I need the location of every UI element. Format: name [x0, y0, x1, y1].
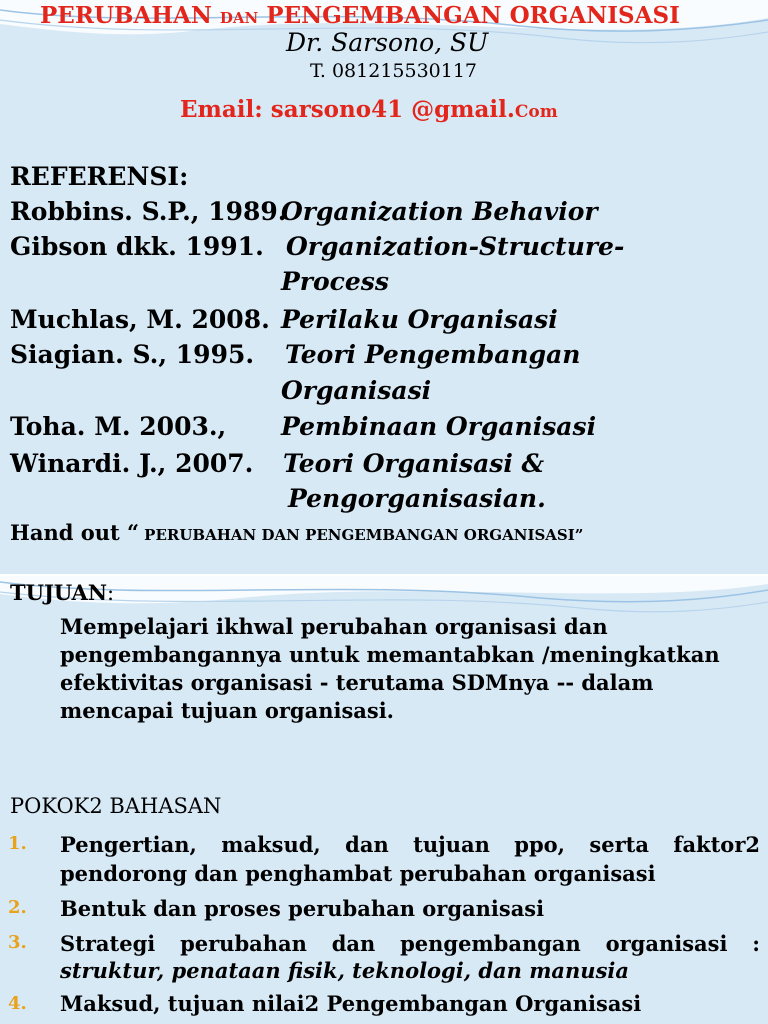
references-heading: REFERENSI: — [10, 162, 189, 191]
goal-line: Mempelajari ikhwal perubahan organisasi dan — [60, 614, 608, 639]
email-label: Email: — [180, 96, 263, 123]
phone-number: T. 081215530117 — [310, 60, 478, 82]
reference-author: Robbins. S.P., 1989. — [10, 197, 287, 226]
reference-title: Organization-Structure- — [286, 232, 625, 261]
topic-number: 2. — [8, 897, 27, 918]
topic-line: Pengertian, maksud, dan tujuan ppo, serta faktor2 — [60, 832, 760, 857]
topic-number: 4. — [8, 993, 27, 1014]
goal-heading-text: TUJUAN — [10, 580, 108, 605]
handout-prefix: Hand out “ — [10, 520, 140, 545]
title-part-1: PERUBAHAN — [40, 2, 212, 29]
email-line — [180, 96, 558, 123]
title-part-2: DAN — [219, 9, 259, 27]
topic-line: Strategi perubahan dan pengembangan organisasi : — [60, 931, 760, 956]
goal-line: efektivitas organisasi - terutama SDMnya -- dalam — [60, 670, 654, 695]
reference-title-cont: Process — [281, 267, 389, 296]
author-name: Dr. Sarsono, SU — [286, 28, 489, 57]
reference-title: Pembinaan Organisasi — [281, 412, 597, 441]
reference-author: Winardi. J., 2007. — [10, 449, 254, 478]
topic-line: struktur, penataan fisik, teknologi, dan manusia — [60, 958, 629, 983]
topic-line: pendorong dan penghambat perubahan organisasi — [60, 861, 656, 886]
topic-line: Maksud, tujuan nilai2 Pengembangan Organisasi — [60, 991, 642, 1016]
goal-heading — [10, 580, 114, 605]
title-part-3: PENGEMBANGAN ORGANISASI — [266, 2, 680, 29]
goal-heading-colon: : — [107, 581, 115, 605]
slide-2 — [0, 576, 768, 1024]
topic-number: 1. — [8, 833, 27, 854]
handout-title: PERUBAHAN DAN PENGEMBANGAN ORGANISASI” — [144, 526, 584, 544]
handout-line — [10, 520, 583, 545]
topics-heading: POKOK2 BAHASAN — [10, 794, 222, 818]
reference-title: Teori Organisasi & — [283, 449, 545, 478]
reference-author: Siagian. S., 1995. — [10, 340, 255, 369]
goal-line: pengembangannya untuk memantabkan /meningkatkan — [60, 642, 720, 667]
reference-author: Toha. M. 2003., — [10, 412, 227, 441]
email-suffix: Com — [514, 102, 558, 122]
topic-line: Bentuk dan proses perubahan organisasi — [60, 896, 545, 921]
reference-title: Organization Behavior — [281, 197, 598, 226]
reference-title-cont: Organisasi — [281, 376, 432, 405]
reference-author: Muchlas, M. 2008. — [10, 305, 270, 334]
reference-author: Gibson dkk. 1991. — [10, 232, 264, 261]
goal-line: mencapai tujuan organisasi. — [60, 698, 394, 723]
email-value: sarsono41 @gmail. — [270, 96, 515, 123]
topic-number: 3. — [8, 932, 27, 953]
reference-title: Perilaku Organisasi — [281, 305, 558, 334]
reference-title-cont: Pengorganisasian. — [288, 484, 546, 513]
reference-title: Teori Pengembangan — [285, 340, 581, 369]
slide-title — [40, 2, 680, 29]
